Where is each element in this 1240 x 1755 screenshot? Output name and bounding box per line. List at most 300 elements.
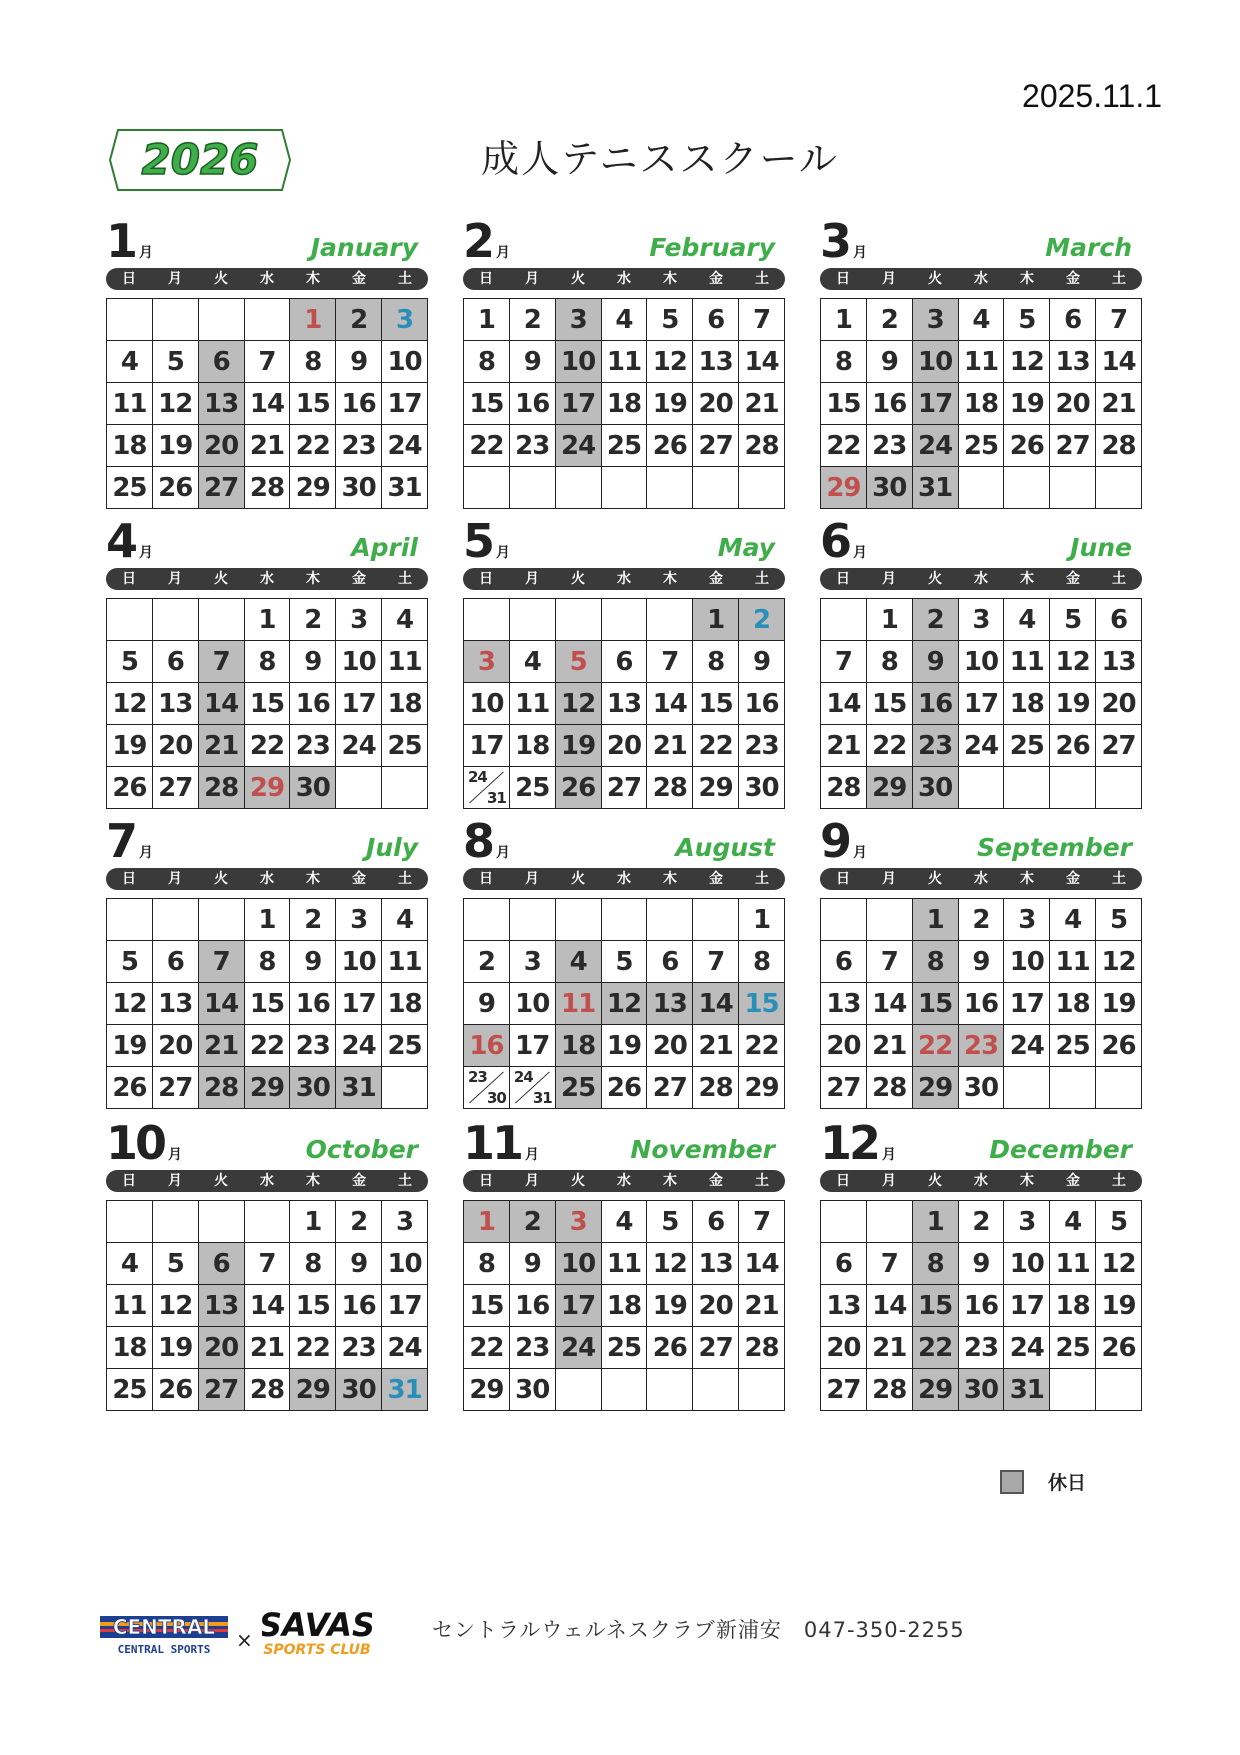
month-march [820,216,1142,509]
empty-cell [821,1201,867,1243]
day-cell: 2 [336,1201,382,1243]
day-cell: 17 [912,383,958,425]
weekday-label: 土 [398,1173,412,1189]
day-cell: 18 [1050,983,1096,1025]
empty-cell [601,1369,647,1411]
day-cell: 6 [152,641,198,683]
day-cell: 29 [244,767,290,809]
day-cell: 16 [958,983,1004,1025]
day-cell: 21 [1096,383,1142,425]
day-cell: 2 [464,941,510,983]
day-cell: 22 [244,725,290,767]
month-name: August [675,833,775,862]
week-row [821,1369,1142,1411]
day-cell: 29 [693,767,739,809]
day-cell: 6 [821,1243,867,1285]
day-cell: 5 [1050,599,1096,641]
day-cell: 16 [866,383,912,425]
day-cell: 7 [866,1243,912,1285]
empty-cell [107,599,153,641]
month-days-table [463,298,785,509]
day-cell: 3 [382,1201,428,1243]
day-cell: 20 [1096,683,1142,725]
weekday-label: 日 [122,1173,136,1189]
weekday-label: 日 [836,571,850,587]
month-number [463,814,511,868]
day-cell: 14 [866,983,912,1025]
empty-cell [1004,1067,1050,1109]
weekday-header [463,268,785,290]
day-cell: 31 [336,1067,382,1109]
day-cell: 7 [739,299,785,341]
day-cell: 24 [1004,1327,1050,1369]
day-cell: 5 [647,1201,693,1243]
day-cell [464,767,510,809]
day-cell: 29 [866,767,912,809]
week-row [464,299,785,341]
week-row [464,983,785,1025]
week-row [464,599,785,641]
day-cell: 18 [107,1327,153,1369]
day-cell: 24 [382,425,428,467]
weekday-label: 水 [260,871,274,887]
day-cell: 8 [244,641,290,683]
day-cell: 9 [290,941,336,983]
week-row [821,1067,1142,1109]
month-header [820,816,1142,868]
week-row [107,467,428,509]
day-cell: 15 [866,683,912,725]
weekday-label: 日 [836,871,850,887]
split-day-first: 23 [468,1068,487,1086]
day-cell: 25 [1004,725,1050,767]
day-cell: 24 [555,425,601,467]
weekday-header [463,568,785,590]
day-cell: 18 [509,725,555,767]
central-sports-logo [100,1612,230,1658]
day-cell: 18 [1050,1285,1096,1327]
day-cell: 11 [958,341,1004,383]
day-cell: 1 [693,599,739,641]
empty-cell [739,467,785,509]
day-cell: 29 [290,1369,336,1411]
empty-cell [555,467,601,509]
empty-cell [647,599,693,641]
day-cell: 18 [382,983,428,1025]
weekday-label: 木 [306,1173,320,1189]
day-cell: 1 [290,299,336,341]
weekday-header [820,868,1142,890]
day-cell: 18 [601,383,647,425]
weekday-label: 木 [306,571,320,587]
day-cell: 21 [693,1025,739,1067]
month-name: January [310,233,418,262]
day-cell: 17 [382,383,428,425]
week-row [821,299,1142,341]
day-cell: 2 [290,599,336,641]
month-days-table [820,298,1142,509]
empty-cell [244,1201,290,1243]
day-cell: 8 [290,341,336,383]
month-days-table [463,598,785,809]
day-cell: 15 [244,983,290,1025]
day-cell: 16 [336,1285,382,1327]
weekday-label: 金 [352,1173,366,1189]
day-cell: 19 [1096,983,1142,1025]
day-cell: 27 [647,1067,693,1109]
weekday-label: 火 [928,271,942,287]
month-number-text: 8 [463,814,493,868]
day-cell: 5 [555,641,601,683]
empty-cell [152,899,198,941]
month-days-table [106,598,428,809]
legend-swatch [1000,1470,1024,1494]
weekday-label: 月 [882,271,896,287]
weekday-label: 日 [479,871,493,887]
empty-cell [1050,1067,1096,1109]
month-days-table [106,1200,428,1411]
empty-cell [555,1369,601,1411]
day-cell: 18 [107,425,153,467]
day-cell: 16 [509,1285,555,1327]
month-header [106,516,428,568]
day-cell: 22 [912,1327,958,1369]
day-cell: 4 [382,899,428,941]
month-header [463,516,785,568]
day-cell: 21 [244,425,290,467]
day-cell: 20 [647,1025,693,1067]
week-row [821,641,1142,683]
day-cell: 20 [821,1025,867,1067]
day-cell: 25 [382,1025,428,1067]
weekday-header [820,1170,1142,1192]
day-cell: 10 [555,1243,601,1285]
day-cell: 24 [382,1327,428,1369]
day-cell: 6 [198,1243,244,1285]
weekday-label: 月 [525,571,539,587]
day-cell: 10 [382,1243,428,1285]
empty-cell [107,899,153,941]
day-cell: 27 [601,767,647,809]
day-cell: 11 [509,683,555,725]
week-row [821,1285,1142,1327]
day-cell: 27 [152,767,198,809]
central-logo-subtext: CENTRAL SPORTS [117,1643,211,1656]
weekday-label: 木 [1020,1173,1034,1189]
day-cell: 13 [1050,341,1096,383]
weekday-label: 土 [1112,571,1126,587]
day-cell: 21 [647,725,693,767]
day-cell: 20 [198,1327,244,1369]
weekday-label: 土 [1112,871,1126,887]
week-row [107,767,428,809]
month-number [463,214,511,268]
day-cell: 16 [464,1025,510,1067]
empty-cell [509,899,555,941]
day-cell: 10 [336,941,382,983]
week-row [821,425,1142,467]
empty-cell [1004,467,1050,509]
day-cell: 17 [555,383,601,425]
month-name: April [351,533,418,562]
day-cell: 4 [382,599,428,641]
day-cell: 2 [290,899,336,941]
weekday-header [820,568,1142,590]
split-day-first: 24 [468,768,487,786]
weekday-label: 水 [617,871,631,887]
day-cell: 26 [1096,1025,1142,1067]
day-cell: 4 [601,299,647,341]
footer-contact: セントラルウェルネスクラブ新浦安 047-350-2255 [432,1618,965,1642]
day-cell: 23 [509,425,555,467]
week-row [464,1369,785,1411]
weekday-header [106,568,428,590]
weekday-label: 金 [1066,271,1080,287]
week-row [464,1067,785,1109]
day-cell: 17 [464,725,510,767]
day-cell: 25 [1050,1327,1096,1369]
day-cell: 21 [198,725,244,767]
day-cell: 17 [336,983,382,1025]
month-number [820,1116,897,1170]
week-row [107,1327,428,1369]
weekday-label: 水 [974,1173,988,1189]
day-cell: 22 [912,1025,958,1067]
day-cell: 14 [244,1285,290,1327]
day-cell: 28 [739,425,785,467]
empty-cell [555,599,601,641]
day-cell: 1 [912,1201,958,1243]
day-cell: 9 [958,1243,1004,1285]
day-cell: 15 [821,383,867,425]
day-cell: 17 [382,1285,428,1327]
weekday-label: 月 [882,571,896,587]
day-cell: 13 [198,1285,244,1327]
day-cell: 25 [958,425,1004,467]
day-cell: 8 [912,1243,958,1285]
weekday-label: 水 [617,1173,631,1189]
weekday-label: 日 [122,271,136,287]
day-cell: 25 [1050,1025,1096,1067]
day-cell: 3 [382,299,428,341]
day-cell: 1 [464,299,510,341]
day-cell: 13 [152,683,198,725]
weekday-label: 火 [928,571,942,587]
day-cell: 2 [509,299,555,341]
day-cell: 14 [866,1285,912,1327]
weekday-header [820,268,1142,290]
month-july [106,816,428,1109]
week-row [464,1201,785,1243]
weekday-label: 火 [571,1173,585,1189]
split-day [464,767,509,808]
weekday-label: 月 [882,871,896,887]
day-cell: 4 [555,941,601,983]
weekday-label: 木 [663,271,677,287]
empty-cell [693,899,739,941]
day-cell: 30 [290,767,336,809]
week-row [821,1243,1142,1285]
day-cell: 19 [152,1327,198,1369]
day-cell: 5 [152,341,198,383]
day-cell: 9 [336,1243,382,1285]
day-cell: 11 [1050,941,1096,983]
day-cell: 24 [1004,1025,1050,1067]
day-cell: 22 [464,1327,510,1369]
day-cell: 15 [912,983,958,1025]
savas-logo-subtext: SPORTS CLUB [263,1642,371,1658]
month-january [106,216,428,509]
year-badge-text: 2026 [141,135,259,184]
day-cell: 21 [821,725,867,767]
month-november [463,1118,785,1411]
day-cell: 28 [198,1067,244,1109]
week-row [464,899,785,941]
day-cell: 19 [555,725,601,767]
week-row [107,299,428,341]
weekday-label: 日 [479,571,493,587]
month-number-text: 5 [463,514,493,568]
week-row [464,683,785,725]
day-cell: 29 [912,1067,958,1109]
day-cell: 13 [1096,641,1142,683]
month-suffix: 月 [496,545,511,561]
week-row [107,383,428,425]
empty-cell [1050,1369,1096,1411]
day-cell: 27 [821,1369,867,1411]
day-cell: 6 [693,299,739,341]
day-cell: 4 [1050,1201,1096,1243]
empty-cell [509,467,555,509]
day-cell: 13 [647,983,693,1025]
day-cell: 12 [601,983,647,1025]
day-cell: 28 [1096,425,1142,467]
week-row [464,1285,785,1327]
day-cell: 26 [107,1067,153,1109]
day-cell: 2 [958,1201,1004,1243]
day-cell: 8 [693,641,739,683]
day-cell: 5 [107,941,153,983]
week-row [107,983,428,1025]
week-row [464,941,785,983]
month-name: December [989,1135,1132,1164]
day-cell: 23 [336,425,382,467]
weekday-label: 木 [663,871,677,887]
day-cell: 15 [693,683,739,725]
weekday-label: 金 [352,571,366,587]
empty-cell [1096,1369,1142,1411]
day-cell: 4 [107,341,153,383]
empty-cell [739,1369,785,1411]
day-cell: 12 [107,683,153,725]
day-cell: 29 [912,1369,958,1411]
day-cell: 13 [821,983,867,1025]
day-cell: 20 [152,725,198,767]
day-cell: 27 [198,1369,244,1411]
month-december [820,1118,1142,1411]
day-cell: 29 [244,1067,290,1109]
weekday-label: 月 [168,871,182,887]
weekday-label: 火 [571,271,585,287]
day-cell: 28 [866,1067,912,1109]
weekday-label: 金 [709,1173,723,1189]
week-row [464,767,785,809]
day-cell: 21 [739,1285,785,1327]
day-cell: 23 [290,725,336,767]
month-header [820,1118,1142,1170]
month-suffix: 月 [853,545,868,561]
day-cell: 14 [647,683,693,725]
day-cell: 12 [1096,941,1142,983]
day-cell: 11 [107,383,153,425]
week-row [107,641,428,683]
day-cell: 26 [647,425,693,467]
day-cell: 6 [693,1201,739,1243]
day-cell: 1 [739,899,785,941]
weekday-label: 日 [479,1173,493,1189]
weekday-label: 火 [214,871,228,887]
day-cell: 10 [1004,1243,1050,1285]
day-cell: 22 [693,725,739,767]
month-number-text: 6 [820,514,850,568]
week-row [464,383,785,425]
weekday-label: 木 [1020,271,1034,287]
day-cell: 15 [912,1285,958,1327]
month-suffix: 月 [139,245,154,261]
day-cell: 11 [601,1243,647,1285]
weekday-label: 火 [928,1173,942,1189]
day-cell: 20 [152,1025,198,1067]
day-cell: 25 [509,767,555,809]
day-cell: 8 [821,341,867,383]
day-cell [464,1067,510,1109]
day-cell: 3 [336,599,382,641]
day-cell: 10 [958,641,1004,683]
day-cell: 15 [739,983,785,1025]
weekday-label: 月 [168,271,182,287]
day-cell: 9 [336,341,382,383]
day-cell: 30 [958,1067,1004,1109]
day-cell: 11 [1004,641,1050,683]
day-cell: 10 [382,341,428,383]
day-cell: 1 [464,1201,510,1243]
day-cell: 23 [866,425,912,467]
day-cell: 7 [198,941,244,983]
day-cell: 8 [866,641,912,683]
day-cell: 3 [912,299,958,341]
day-cell: 18 [555,1025,601,1067]
day-cell: 6 [1050,299,1096,341]
empty-cell [464,899,510,941]
day-cell: 28 [198,767,244,809]
day-cell: 13 [821,1285,867,1327]
weekday-header [106,1170,428,1192]
month-days-table [106,298,428,509]
week-row [464,467,785,509]
empty-cell [336,767,382,809]
month-number [820,514,868,568]
day-cell: 3 [509,941,555,983]
day-cell: 7 [244,341,290,383]
weekday-label: 火 [214,1173,228,1189]
day-cell: 22 [290,425,336,467]
day-cell: 19 [1050,683,1096,725]
document-date: 2025.11.1 [1022,78,1162,114]
week-row [464,641,785,683]
week-row [107,899,428,941]
day-cell: 10 [336,641,382,683]
month-days-table [820,598,1142,809]
